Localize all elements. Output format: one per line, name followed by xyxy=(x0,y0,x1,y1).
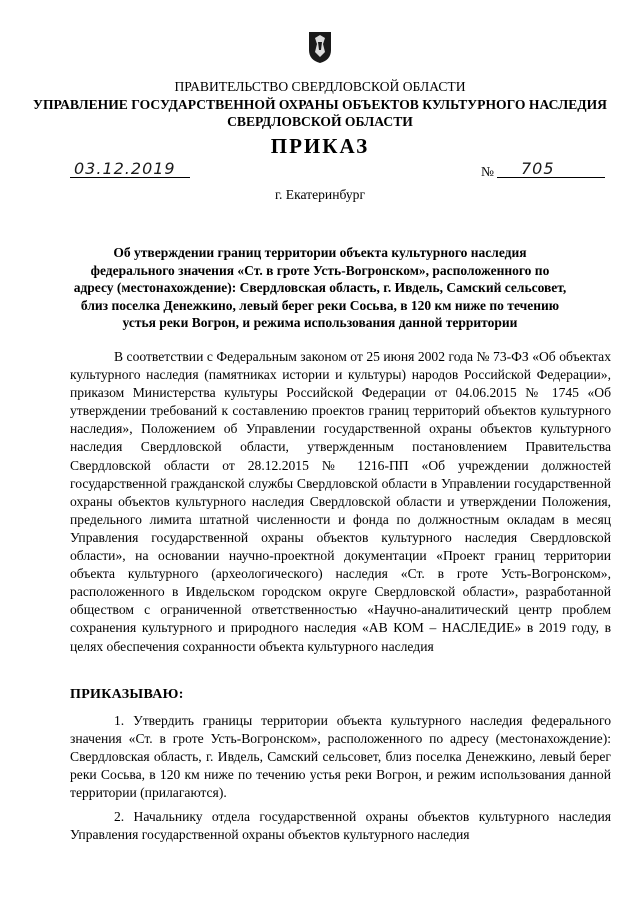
document-type: ПРИКАЗ xyxy=(270,134,370,158)
document-number: 705 xyxy=(521,159,555,178)
date-underline xyxy=(70,176,190,178)
number-underline xyxy=(497,176,605,178)
order-item-2: 2. Начальнику отдела государственной охраны объектов культурного наследия Управления государственной охраны объектов культурного наследия xyxy=(70,809,611,843)
preamble-paragraph: В соответствии с Федеральным законом от 25 июня 2002 года № 73-ФЗ «Об объектах культурного наследия (памятниках истории и культуры) народов Российской Федерации», приказом Министерства культуры Российской Федерации от 04.06.2015 № 1745 «Об утверждении требований к составлению проектов границ территорий объектов культурного наследия», Положением об Управлении государственной охраны объектов культурного наследия Свердловской области, утвержденным постановлением Правительства Свердловской области от 28.12.2015 № 1216-ПП «Об учреждении должностей государственной гражданской службы Свердловской области в Управлении государственной охраны объектов культурного наследия Свердловской области и утверждении Положения, предельного лимита штатной численности и фонда по должностным окладам в месяц Управления государственной охраны объектов культурного наследия Свердловской области», на основании научно-проектной документации «Проект границ территории объекта культурного (археологического) наследия «Ст. в гроте Усть-Вогронском», расположенного в Ивдельском городском округе Свердловской области», разработанной обществом с ограниченной ответственностью «Научно-аналитический центр проблем сохранения культурного и природного наследия «АВ КОМ – НАСЛЕДИЕ» в 2019 году, в целях обеспечения сохранности объекта культурного наследия xyxy=(70,349,611,654)
number-label: № xyxy=(481,164,494,179)
department-name-line1: УПРАВЛЕНИЕ ГОСУДАРСТВЕННОЙ ОХРАНЫ ОБЪЕКТОВ КУЛЬТУРНОГО НАСЛЕДИЯ xyxy=(32,97,608,112)
order-item-1: 1. Утвердить границы территории объекта культурного наследия федерального значения «Ст. в гроте Усть-Вогронском», расположенного по адресу (местонахождение): Свердловская область, г. Ивдель, Самский сельсовет, близ поселка Денежкино, левый берег реки Сосьва, в 120 км ниже по течению устья реки Вогрон, и режим использования данной территории (прилагаются). xyxy=(70,713,611,801)
government-name: ПРАВИТЕЛЬСТВО СВЕРДЛОВСКОЙ ОБЛАСТИ xyxy=(174,79,466,94)
city: г. Екатеринбург xyxy=(274,187,366,202)
coat-of-arms-icon xyxy=(307,30,333,64)
department-name-line2: СВЕРДЛОВСКОЙ ОБЛАСТИ xyxy=(227,114,413,129)
document-title: Об утверждении границ территории объекта культурного наследия федерального значения «Ст. в гроте Усть-Вогронском», расположенного по адресу (местонахождение): Свердловская область, г. Ивдель, Самский сельсовет, близ поселка Денежкино, левый берег реки Сосьва, в 120 км ниже по течению устья реки Вогрон, и режима использования данной территории xyxy=(73,245,567,330)
document-date: 03.12.2019 xyxy=(74,159,176,178)
orders-heading: ПРИКАЗЫВАЮ: xyxy=(70,687,184,702)
